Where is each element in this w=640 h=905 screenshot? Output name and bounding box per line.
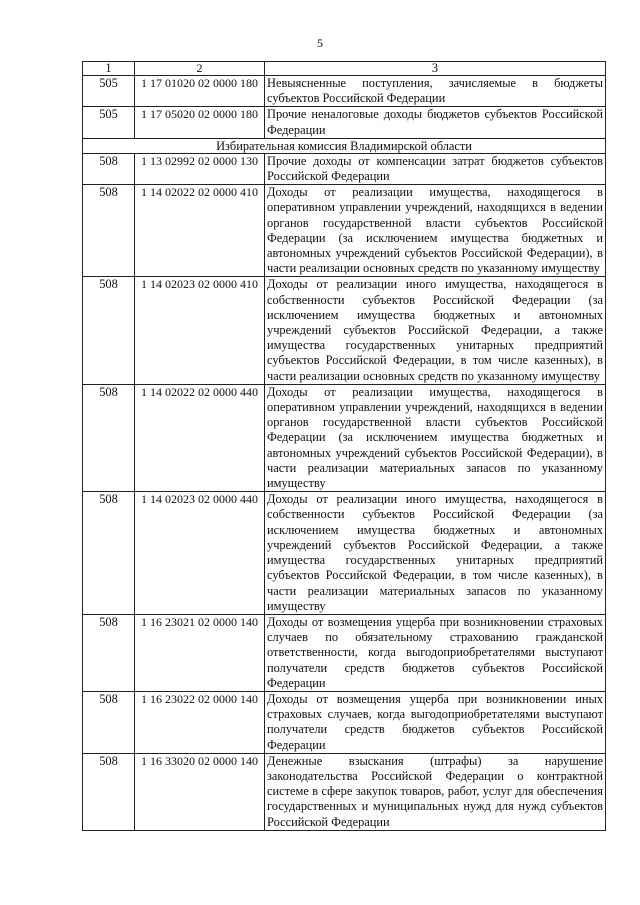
budget-classification-code-cell: 1 14 02023 02 0000 410	[135, 277, 265, 384]
table-row	[83, 153, 606, 184]
budget-classification-code-cell: 1 16 23021 02 0000 140	[135, 614, 265, 691]
budget-classification-code-cell: 1 14 02022 02 0000 410	[135, 185, 265, 277]
table-row	[83, 691, 606, 753]
budget-classification-code-cell: 1 14 02023 02 0000 440	[135, 492, 265, 615]
revenue-name-cell: Доходы от реализации иного имущества, находящегося в собственности субъектов Российской Федерации (за исключением имущества бюджетных и автономных учреждений субъектов Российской Федерации, а также имущества государственных унитарных предприятий субъектов Российской Федерации, в том числе казенных), в части реализации основных средств по указанному имуществу	[265, 277, 606, 384]
budget-classification-code-cell: 1 16 33020 02 0000 140	[135, 753, 265, 830]
revenue-code-table	[82, 61, 606, 831]
admin-code-cell: 505	[83, 107, 135, 138]
admin-code-cell: 508	[83, 691, 135, 753]
budget-classification-code-cell: 1 14 02022 02 0000 440	[135, 384, 265, 491]
table-row	[83, 185, 606, 277]
revenue-name-cell: Доходы от возмещения ущерба при возникновении иных страховых случаев, когда выгодоприобретателями выступают получатели средств бюджетов субъектов Российской Федерации	[265, 691, 606, 753]
table-body	[83, 76, 606, 831]
revenue-name-cell: Денежные взыскания (штрафы) за нарушение законодательства Российской Федерации о контрактной системе в сфере закупок товаров, работ, услуг для обеспечения государственных и муниципальных нужд для нужд субъектов Российской Федерации	[265, 753, 606, 830]
revenue-name-cell: Невыясненные поступления, зачисляемые в бюджеты субъектов Российской Федерации	[265, 76, 606, 107]
table-row	[83, 492, 606, 615]
table-row	[83, 753, 606, 830]
admin-code-cell: 508	[83, 153, 135, 184]
admin-code-cell: 508	[83, 185, 135, 277]
admin-code-cell: 508	[83, 753, 135, 830]
revenue-name-cell: Прочие неналоговые доходы бюджетов субъектов Российской Федерации	[265, 107, 606, 138]
budget-classification-code-cell: 1 16 23022 02 0000 140	[135, 691, 265, 753]
section-title: Избирательная комиссия Владимирской области	[83, 138, 606, 153]
revenue-name-cell: Прочие доходы от компенсации затрат бюджетов субъектов Российской Федерации	[265, 153, 606, 184]
table-row	[83, 614, 606, 691]
column-header-1: 1	[83, 62, 135, 76]
admin-code-cell: 508	[83, 384, 135, 491]
revenue-name-cell: Доходы от реализации имущества, находящегося в оперативном управлении учреждений, находящихся в ведении органов государственной власти субъектов Российской Федерации (за исключением имущества бюджетных и автономных учреждений субъектов Российской Федерации), в части реализации материальных запасов по указанному имуществу	[265, 384, 606, 491]
revenue-name-cell: Доходы от реализации иного имущества, находящегося в собственности субъектов Российской Федерации (за исключением имущества бюджетных и автономных учреждений субъектов Российской Федерации, а также имущества государственных унитарных предприятий субъектов Российской Федерации, в том числе казенных), в части реализации материальных запасов по указанному имуществу	[265, 492, 606, 615]
revenue-name-cell: Доходы от реализации имущества, находящегося в оперативном управлении учреждений, находящихся в ведении органов государственной власти субъектов Российской Федерации (за исключением имущества бюджетных и автономных учреждений субъектов Российской Федерации), в части реализации основных средств по указанному имуществу	[265, 185, 606, 277]
page-number: 5	[317, 36, 323, 50]
column-header-2: 2	[135, 62, 265, 76]
budget-classification-code-cell: 1 17 01020 02 0000 180	[135, 76, 265, 107]
table-header-row	[83, 62, 606, 76]
revenue-name-cell: Доходы от возмещения ущерба при возникновении страховых случаев по обязательному страхованию гражданской ответственности, когда выгодоприобретателями выступают получатели средств бюджетов субъектов Российской Федерации	[265, 614, 606, 691]
budget-classification-code-cell: 1 17 05020 02 0000 180	[135, 107, 265, 138]
table-row	[83, 384, 606, 491]
table-row	[83, 277, 606, 384]
admin-code-cell: 508	[83, 614, 135, 691]
admin-code-cell: 505	[83, 76, 135, 107]
section-header-row	[83, 138, 606, 153]
budget-classification-code-cell: 1 13 02992 02 0000 130	[135, 153, 265, 184]
admin-code-cell: 508	[83, 277, 135, 384]
admin-code-cell: 508	[83, 492, 135, 615]
table-row	[83, 107, 606, 138]
table-row	[83, 76, 606, 107]
column-header-3: 3	[265, 62, 606, 76]
